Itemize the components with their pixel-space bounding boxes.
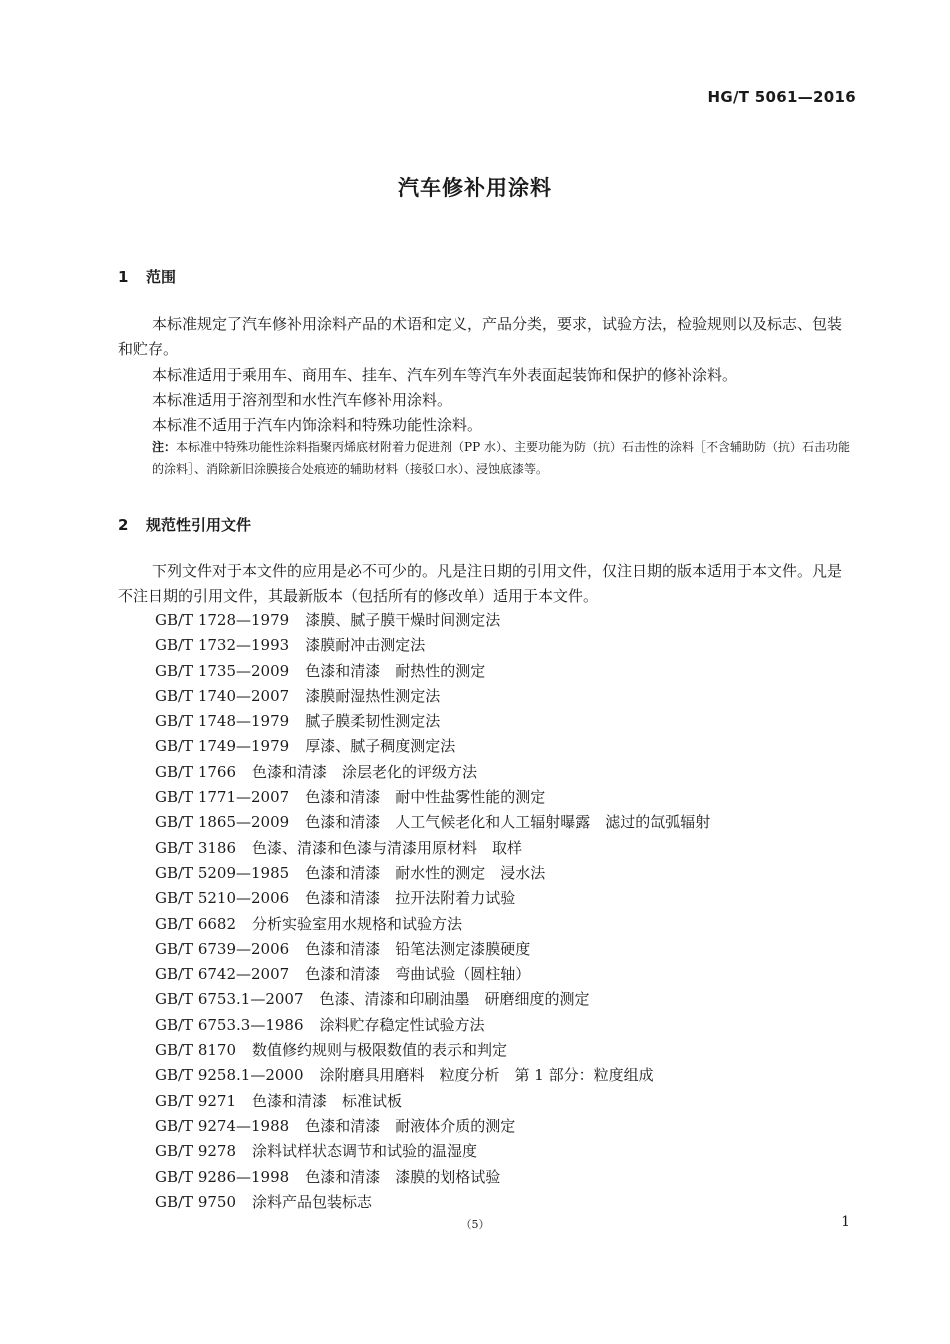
reference-title: 漆膜耐冲击测定法 bbox=[305, 636, 426, 655]
reference-code: GB/T 9750 bbox=[155, 1192, 237, 1211]
reference-item bbox=[155, 1139, 710, 1164]
reference-item bbox=[155, 1063, 710, 1088]
section-1-title: 范围 bbox=[146, 268, 177, 286]
section-2-number: 2 bbox=[118, 516, 129, 534]
section-1-number: 1 bbox=[118, 268, 129, 286]
reference-code: GB/T 6753.3—1986 bbox=[155, 1015, 304, 1034]
reference-code: GB/T 1748—1979 bbox=[155, 712, 290, 731]
reference-item bbox=[155, 861, 710, 886]
reference-title: 涂料试样状态调节和试验的温湿度 bbox=[252, 1142, 478, 1161]
reference-code: GB/T 6682 bbox=[155, 914, 237, 933]
reference-item bbox=[155, 760, 710, 785]
reference-code: GB/T 1732—1993 bbox=[155, 636, 290, 655]
page-bracket-number: （5） bbox=[460, 1218, 490, 1231]
reference-item bbox=[155, 1114, 710, 1139]
reference-title: 腻子膜柔韧性测定法 bbox=[305, 712, 441, 731]
reference-code: GB/T 5209—1985 bbox=[155, 863, 290, 882]
reference-item bbox=[155, 709, 710, 734]
reference-code: GB/T 1766 bbox=[155, 762, 237, 781]
reference-title: 色漆和清漆 铅笔法测定漆膜硬度 bbox=[305, 939, 531, 958]
section-2-heading bbox=[118, 514, 251, 535]
reference-title: 色漆和清漆 漆膜的划格试验 bbox=[305, 1167, 501, 1186]
scope-paragraph-4: 本标准不适用于汽车内饰涂料和特殊功能性涂料。 bbox=[152, 416, 483, 434]
reference-title: 厚漆、腻子稠度测定法 bbox=[305, 737, 456, 756]
document-title: 汽车修补用涂料 bbox=[398, 176, 552, 200]
reference-title: 色漆和清漆 标准试板 bbox=[252, 1091, 403, 1110]
reference-title: 涂附磨具用磨料 粒度分析 第 1 部分：粒度组成 bbox=[319, 1066, 654, 1085]
reference-code: GB/T 6742—2007 bbox=[155, 965, 290, 984]
reference-item bbox=[155, 608, 710, 633]
reference-item bbox=[155, 659, 710, 684]
reference-code: GB/T 1735—2009 bbox=[155, 661, 290, 680]
reference-item bbox=[155, 1165, 710, 1190]
reference-item bbox=[155, 785, 710, 810]
reference-title: 色漆、清漆和印刷油墨 研磨细度的测定 bbox=[319, 990, 590, 1009]
note-text: 本标准中特殊功能性涂料指聚丙烯底材附着力促进剂（PP 水）、主要功能为防（抗）石击性的涂料［不含辅助防（抗）石击功能的涂料］、消除新旧涂膜接合处痕迹的辅助材料（接驳口水）、浸蚀底漆等。 bbox=[152, 440, 850, 476]
reference-title: 色漆和清漆 拉开法附着力试验 bbox=[305, 889, 516, 908]
reference-title: 色漆和清漆 耐液体介质的测定 bbox=[305, 1116, 516, 1135]
reference-item bbox=[155, 937, 710, 962]
reference-item bbox=[155, 912, 710, 937]
reference-code: GB/T 9274—1988 bbox=[155, 1116, 290, 1135]
scope-paragraph-1: 本标准规定了汽车修补用涂料产品的术语和定义，产品分类，要求，试验方法，检验规则以及标志、包装和贮存。 bbox=[118, 315, 843, 358]
reference-code: GB/T 8170 bbox=[155, 1041, 237, 1060]
reference-code: GB/T 1728—1979 bbox=[155, 611, 290, 629]
reference-code: GB/T 1740—2007 bbox=[155, 686, 290, 705]
reference-title: 分析实验室用水规格和试验方法 bbox=[252, 914, 463, 933]
section-2-title: 规范性引用文件 bbox=[146, 516, 252, 534]
reference-title: 色漆和清漆 人工气候老化和人工辐射曝露 滤过的氙弧辐射 bbox=[305, 813, 711, 832]
reference-title: 色漆和清漆 耐热性的测定 bbox=[305, 661, 486, 680]
reference-title: 色漆和清漆 弯曲试验（圆柱轴） bbox=[305, 965, 531, 984]
reference-title: 数值修约规则与极限数值的表示和判定 bbox=[252, 1041, 508, 1060]
reference-item bbox=[155, 836, 710, 861]
reference-title: 漆膜、腻子膜干燥时间测定法 bbox=[305, 611, 501, 629]
reference-item bbox=[155, 1089, 710, 1114]
reference-code: GB/T 9271 bbox=[155, 1091, 237, 1110]
reference-code: GB/T 5210—2006 bbox=[155, 889, 290, 908]
reference-list bbox=[155, 608, 710, 1215]
reference-code: GB/T 3186 bbox=[155, 838, 237, 857]
reference-title: 色漆和清漆 涂层老化的评级方法 bbox=[252, 762, 478, 781]
scope-paragraph-2: 本标准适用于乘用车、商用车、挂车、汽车列车等汽车外表面起装饰和保护的修补涂料。 bbox=[152, 366, 738, 384]
reference-item bbox=[155, 962, 710, 987]
reference-code: GB/T 1771—2007 bbox=[155, 788, 290, 807]
reference-item bbox=[155, 734, 710, 759]
reference-code: GB/T 6753.1—2007 bbox=[155, 990, 304, 1009]
reference-item bbox=[155, 633, 710, 658]
reference-code: GB/T 9258.1—2000 bbox=[155, 1066, 304, 1085]
scope-paragraph-3: 本标准适用于溶剂型和水性汽车修补用涂料。 bbox=[152, 391, 453, 409]
scope-note bbox=[152, 436, 858, 480]
section-1-heading bbox=[118, 266, 176, 287]
reference-title: 色漆和清漆 耐中性盐雾性能的测定 bbox=[305, 788, 546, 807]
note-label: 注： bbox=[152, 440, 177, 454]
page-number: 1 bbox=[841, 1214, 850, 1230]
reference-title: 色漆和清漆 耐水性的测定 浸水法 bbox=[305, 863, 546, 882]
standard-code: HG/T 5061—2016 bbox=[707, 88, 856, 106]
reference-title: 漆膜耐湿热性测定法 bbox=[305, 686, 441, 705]
reference-title: 涂料贮存稳定性试验方法 bbox=[319, 1015, 485, 1034]
reference-code: GB/T 1865—2009 bbox=[155, 813, 290, 832]
references-intro: 下列文件对于本文件的应用是必不可少的。凡是注日期的引用文件，仅注日期的版本适用于本文件。凡是不注日期的引用文件，其最新版本（包括所有的修改单）适用于本文件。 bbox=[118, 562, 843, 605]
reference-item bbox=[155, 810, 710, 835]
reference-title: 涂料产品包装标志 bbox=[252, 1192, 373, 1211]
reference-item bbox=[155, 1013, 710, 1038]
reference-code: GB/T 9286—1998 bbox=[155, 1167, 290, 1186]
reference-item bbox=[155, 1038, 710, 1063]
reference-item bbox=[155, 987, 710, 1012]
reference-code: GB/T 6739—2006 bbox=[155, 939, 290, 958]
reference-code: GB/T 1749—1979 bbox=[155, 737, 290, 756]
reference-title: 色漆、清漆和色漆与清漆用原材料 取样 bbox=[252, 838, 523, 857]
reference-item bbox=[155, 1190, 710, 1215]
reference-item bbox=[155, 684, 710, 709]
reference-code: GB/T 9278 bbox=[155, 1142, 237, 1161]
reference-item bbox=[155, 886, 710, 911]
